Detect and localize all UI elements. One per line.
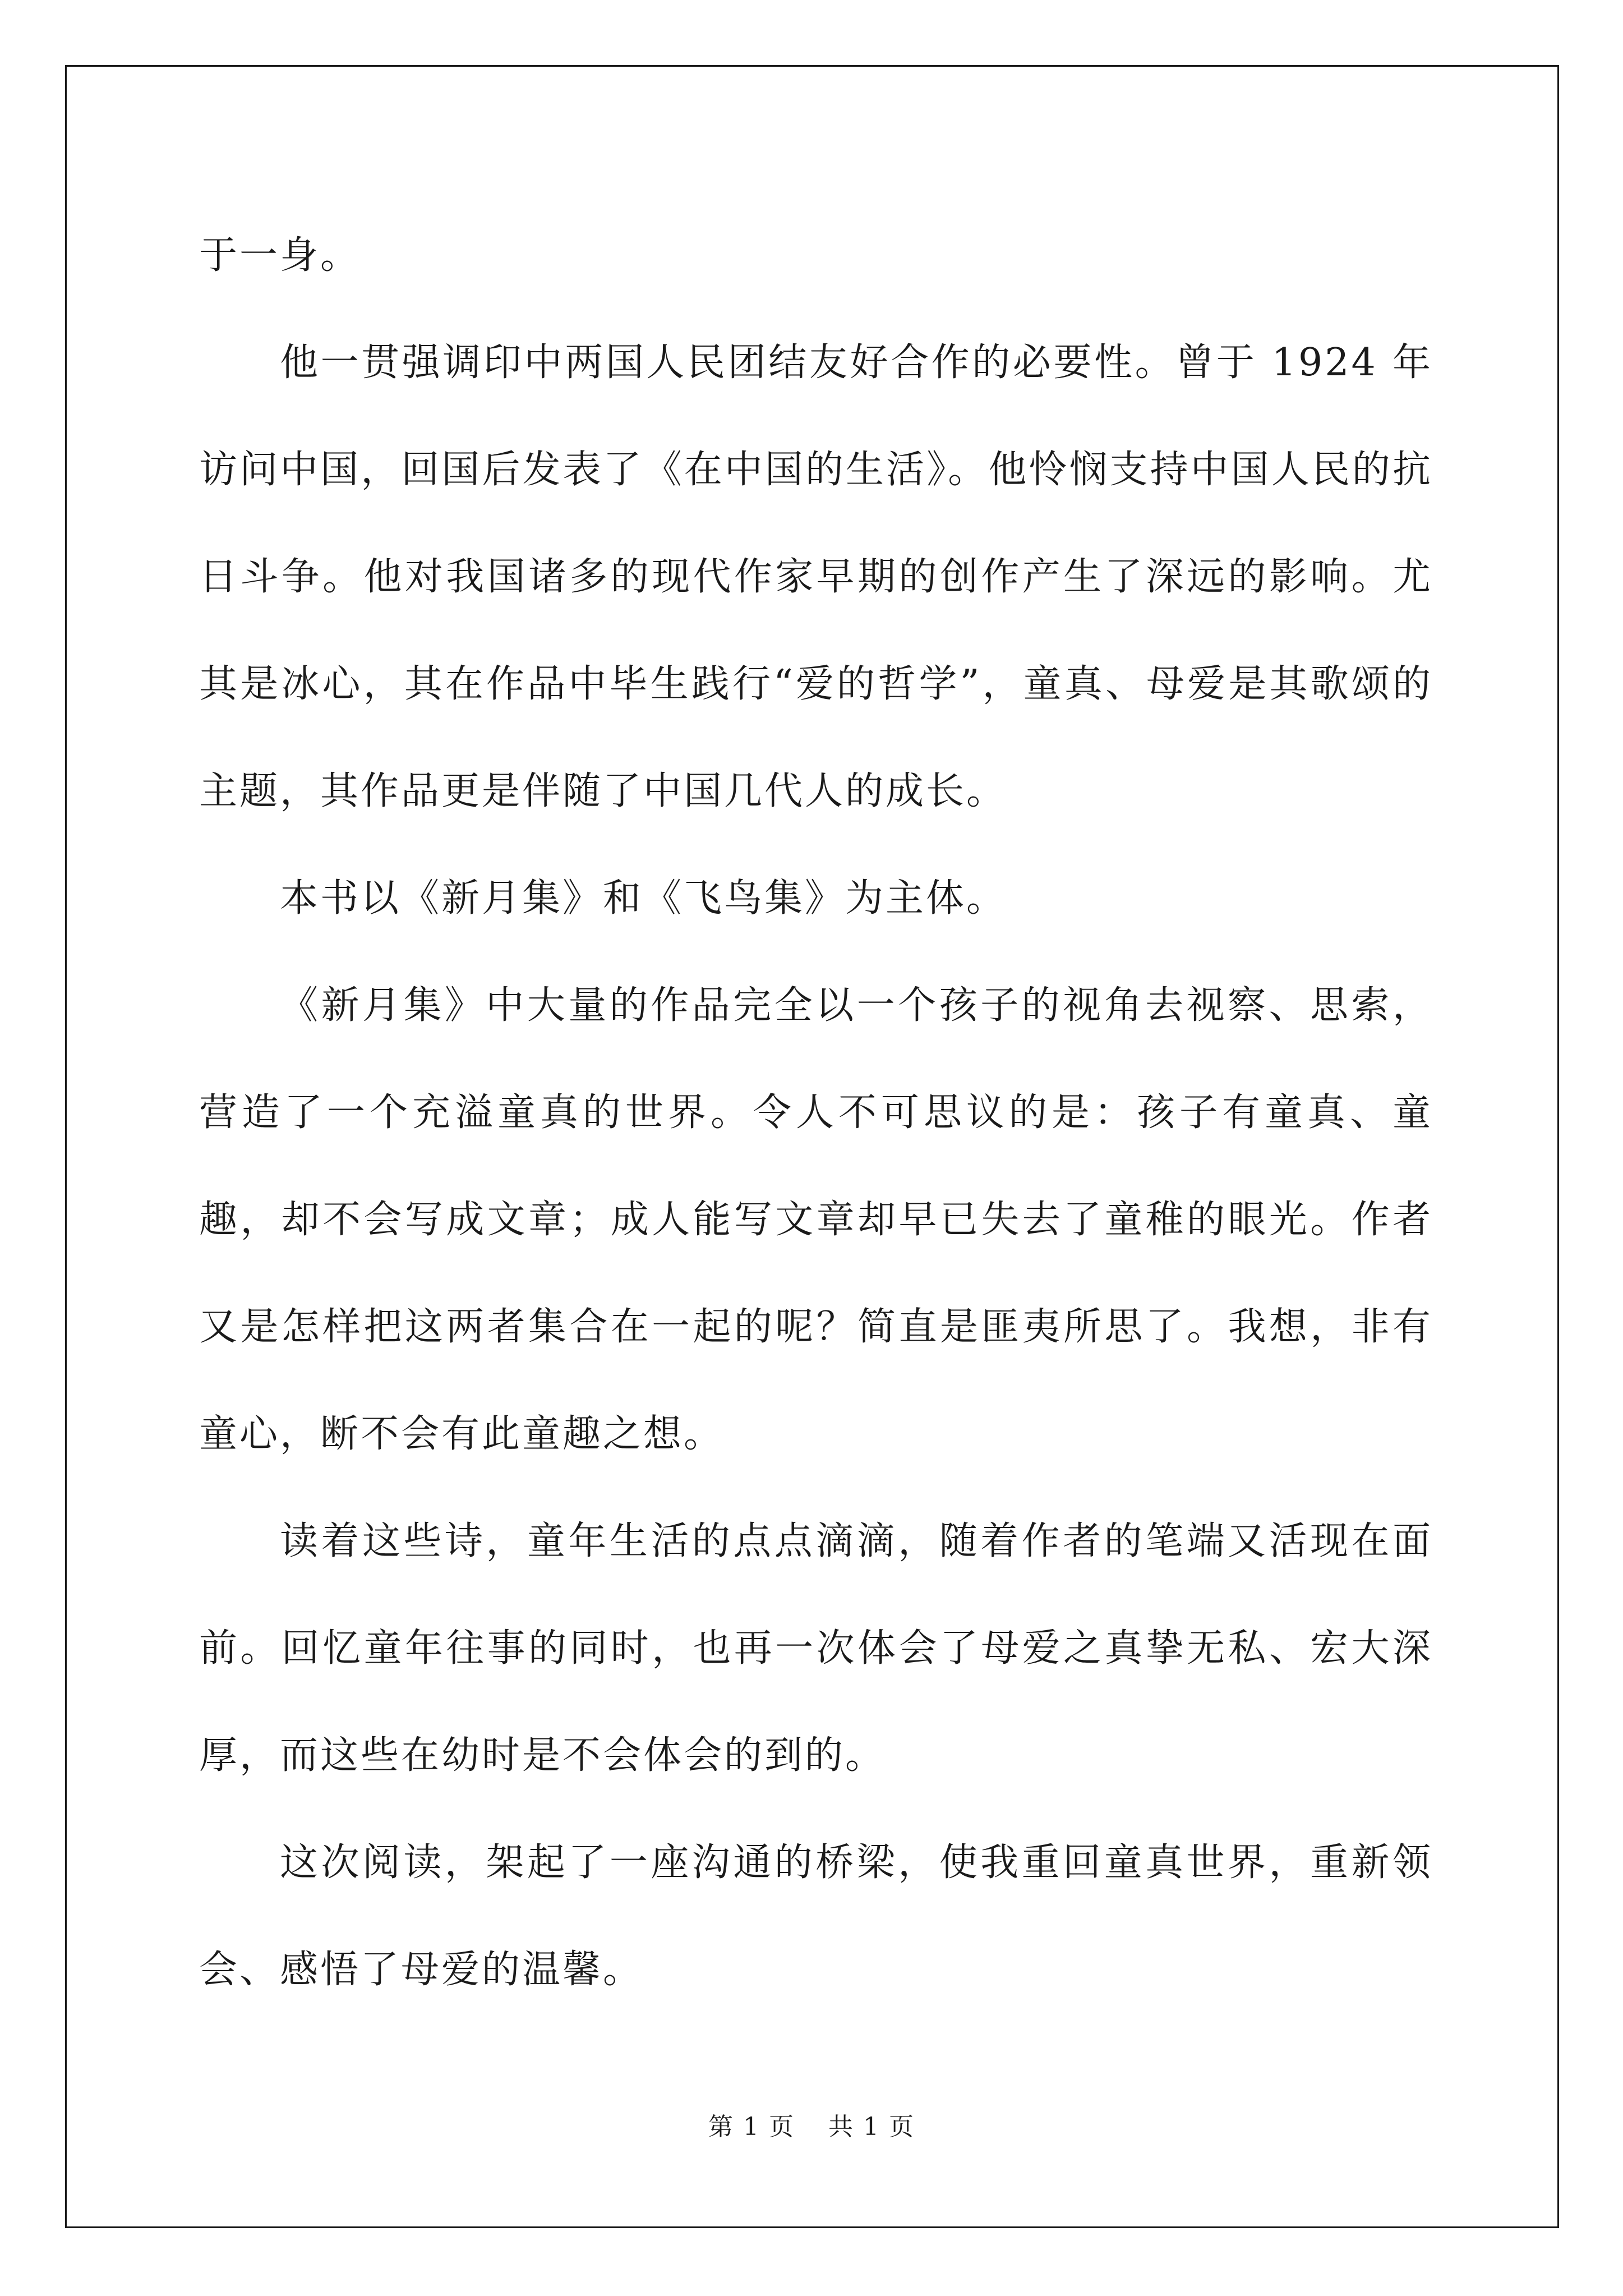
- paragraph-4: 《新月集》中大量的作品完全以一个孩子的视角去视察、思索，营造了一个充溢童真的世界。令人不可思议的是：孩子有童真、童趣，却不会写成文章；成人能写文章却早已失去了童稚的眼光。作者又是怎样把这两者集合在一起的呢？简直是匪夷所思了。我想，非有童心，断不会有此童趣之想。: [199, 983, 1433, 1456]
- page-footer: [0, 2106, 1623, 2142]
- paragraph-6: 这次阅读，架起了一座沟通的桥梁，使我重回童真世界，重新领会、感悟了母爱的温馨。: [199, 1841, 1433, 1992]
- document-body: [199, 202, 1433, 2023]
- paragraph-1: 于一身。: [199, 233, 361, 278]
- paragraph-3: 本书以《新月集》和《飞鸟集》为主体。: [280, 876, 1007, 921]
- paragraph-2: 他一贯强调印中两国人民团结友好合作的必要性。曾于 1924 年访问中国，回国后发表了《在中国的生活》。他怜悯支持中国人民的抗日斗争。他对我国诸多的现代作家早期的创作产生了深远的影响。尤其是冰心，其在作品中毕生践行“爱的哲学”，童真、母爱是其歌颂的主题，其作品更是伴随了中国几代人的成长。: [199, 341, 1433, 813]
- page-number-total: 共 1 页: [828, 2113, 915, 2141]
- page-number-current: 第 1 页: [708, 2113, 795, 2141]
- paragraph-5: 读着这些诗，童年生活的点点滴滴，随着作者的笔端又活现在面前。回忆童年往事的同时，也再一次体会了母爱之真挚无私、宏大深厚，而这些在幼时是不会体会的到的。: [199, 1519, 1433, 1778]
